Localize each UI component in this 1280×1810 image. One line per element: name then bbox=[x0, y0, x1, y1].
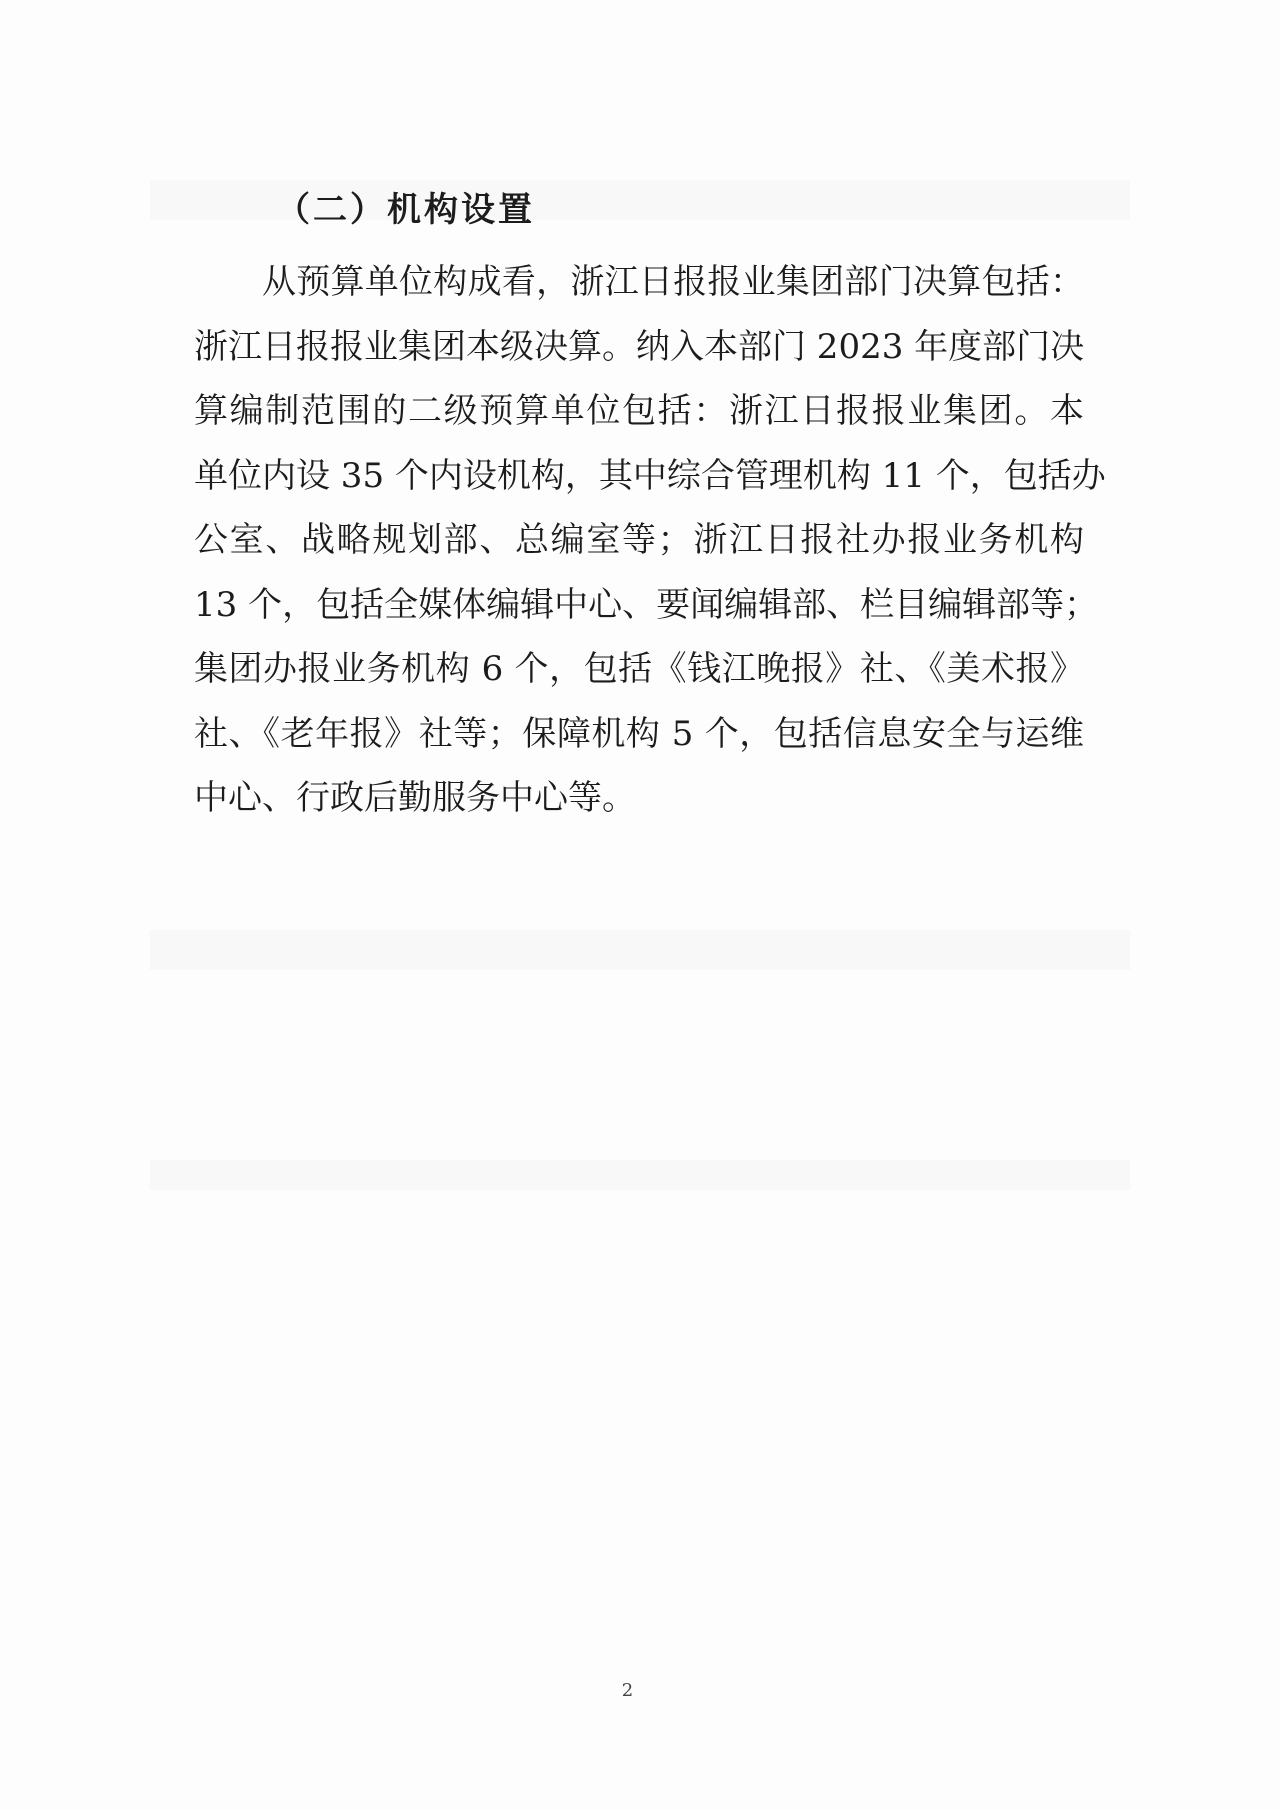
section-heading: （二）机构设置 bbox=[276, 190, 535, 230]
paragraph-line: 从预算单位构成看，浙江日报报业集团部门决算包括： bbox=[262, 262, 1084, 302]
paragraph-line: 社、《老年报》社等；保障机构 5 个，包括信息安全与运维 bbox=[194, 713, 1084, 754]
show-through-shadow bbox=[150, 930, 1130, 970]
paragraph-line: 浙江日报报业集团本级决算。纳入本部门 2023 年度部门决 bbox=[194, 326, 1085, 367]
show-through-shadow bbox=[150, 1160, 1130, 1190]
paragraph-line: 算编制范围的二级预算单位包括：浙江日报报业集团。本 bbox=[194, 391, 1084, 431]
paragraph-line: 单位内设 35 个内设机构，其中综合管理机构 11 个，包括办 bbox=[194, 455, 1106, 496]
paragraph-line: 中心、行政后勤服务中心等。 bbox=[194, 778, 636, 818]
paragraph-line: 公室、战略规划部、总编室等；浙江日报社办报业务机构 bbox=[194, 520, 1084, 560]
body-paragraph bbox=[194, 250, 1106, 831]
paragraph-line: 集团办报业务机构 6 个，包括《钱江晚报》社、《美术报》 bbox=[194, 649, 1084, 689]
paragraph-line: 13 个，包括全媒体编辑中心、要闻编辑部、栏目编辑部等； bbox=[194, 584, 1099, 625]
page-number: 2 bbox=[621, 1680, 634, 1701]
